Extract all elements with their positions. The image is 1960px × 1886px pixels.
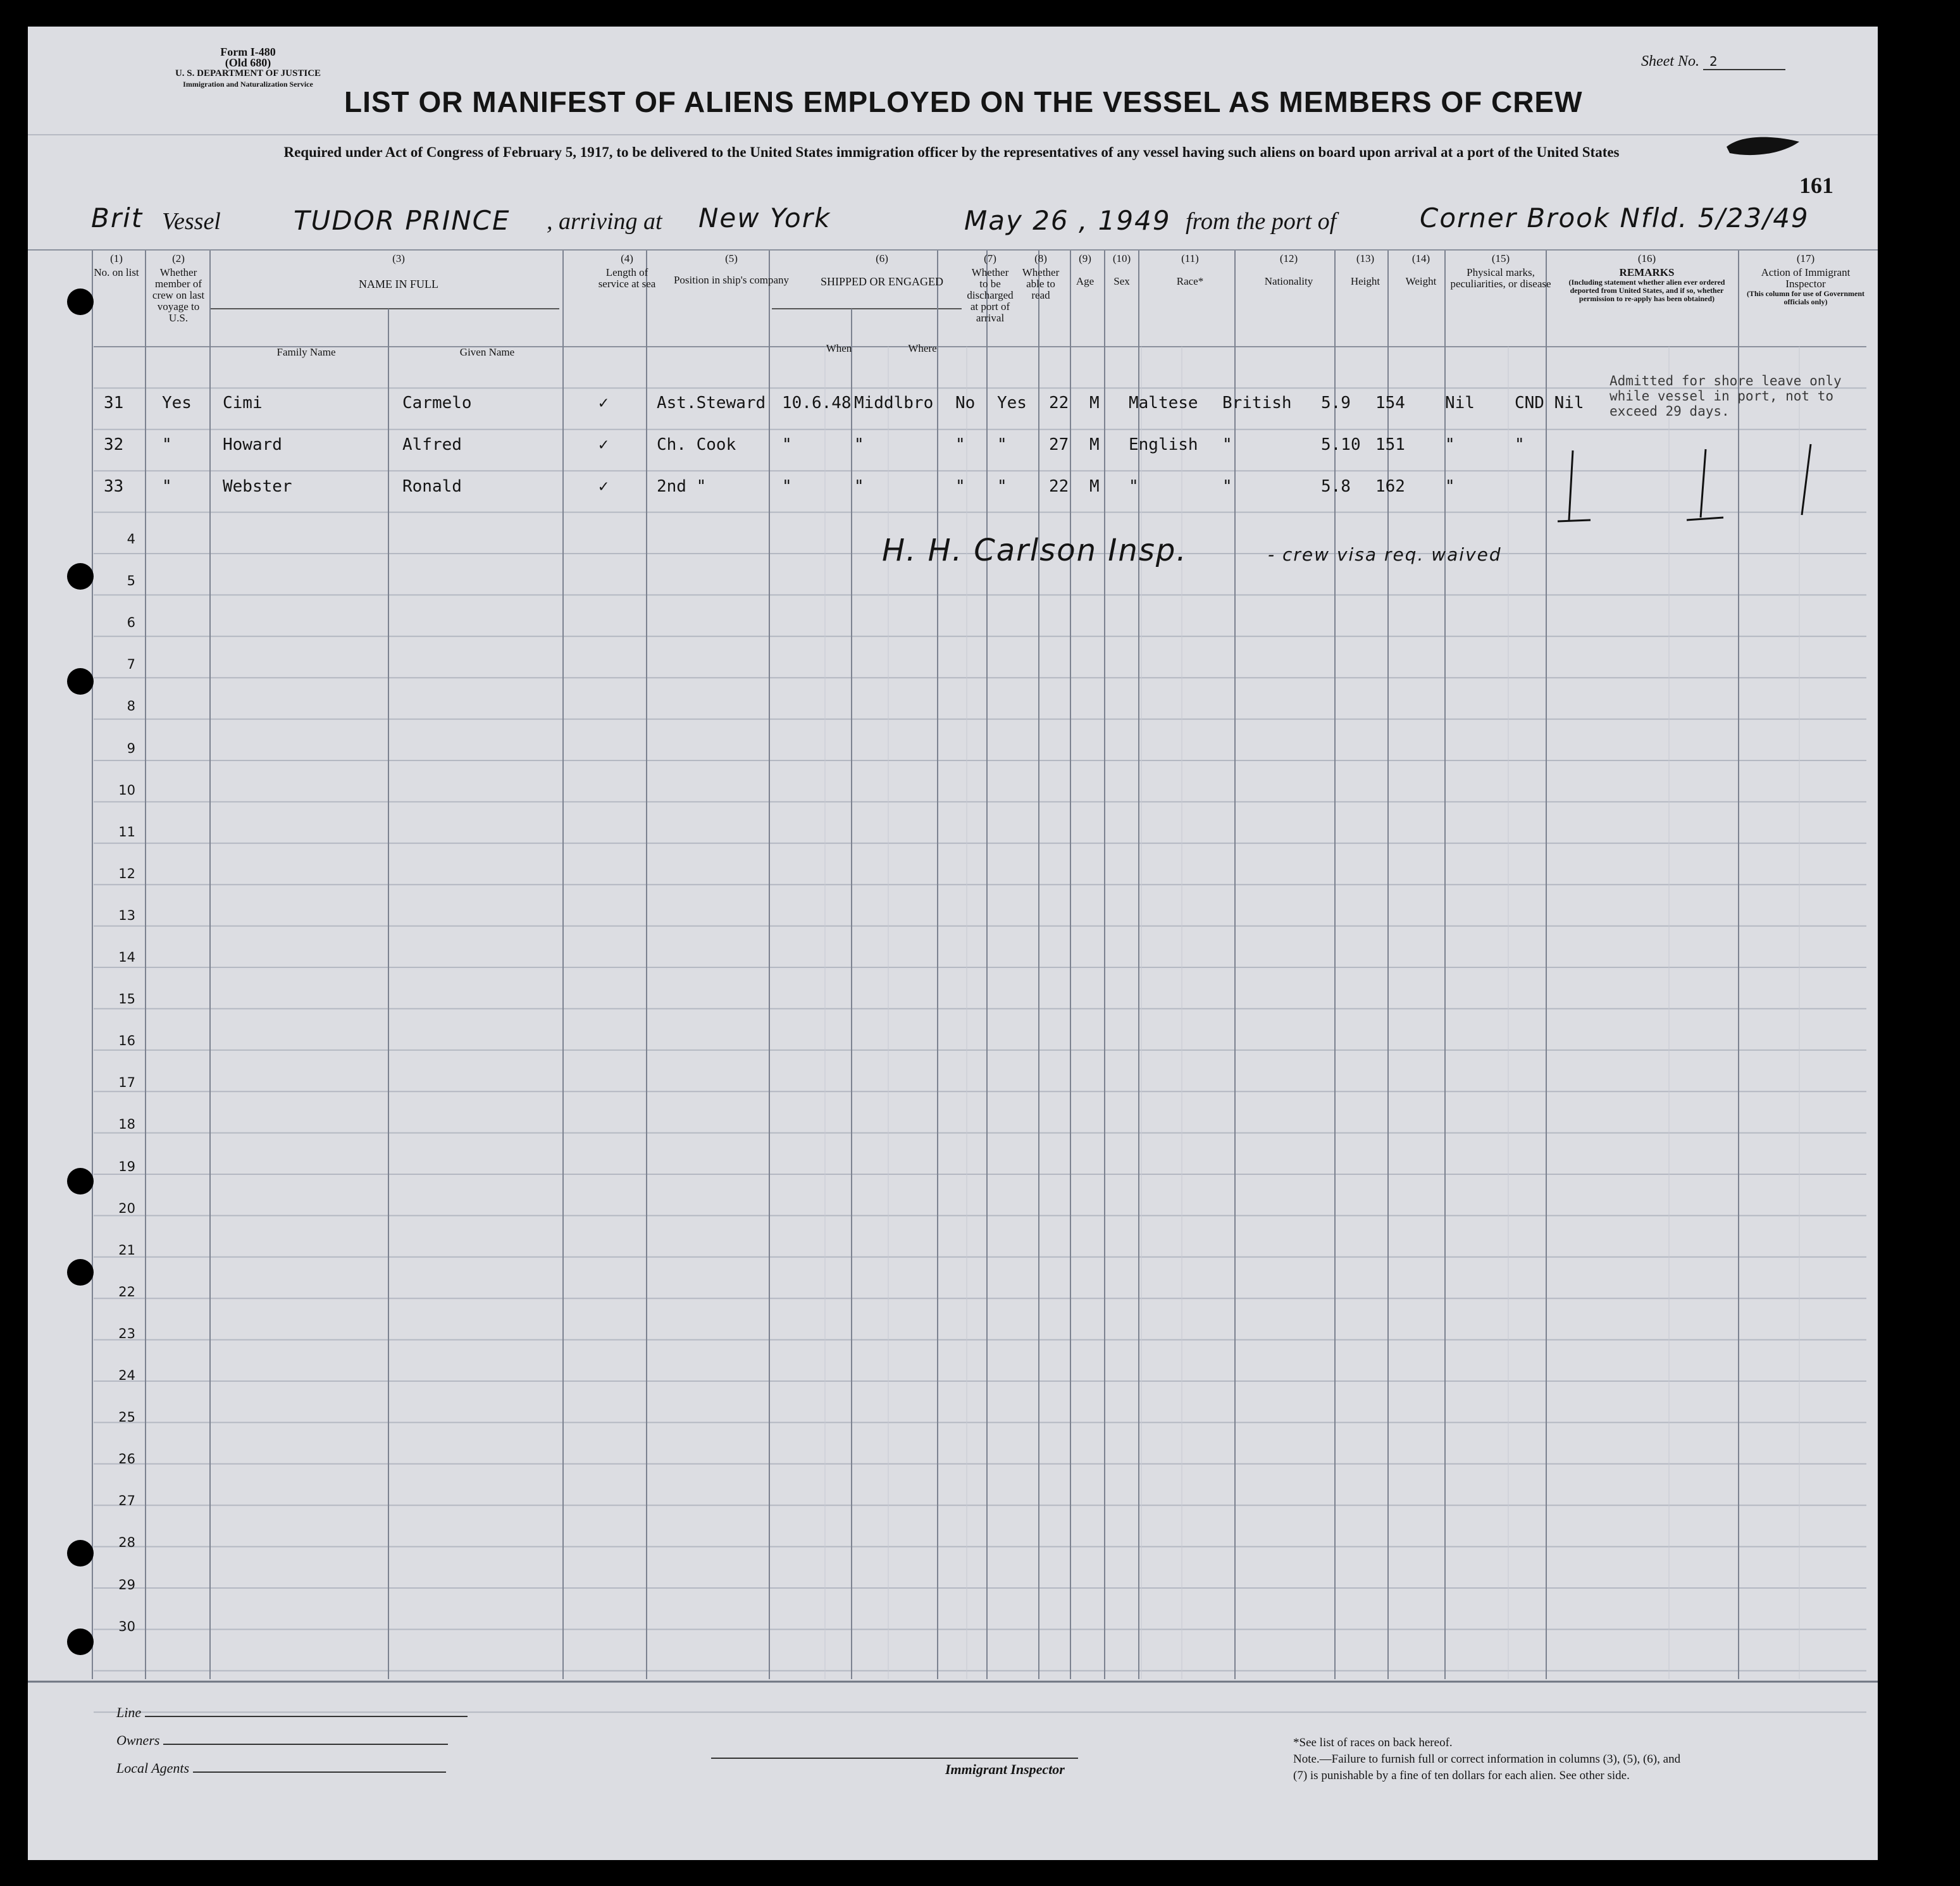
given-name-cell: Carmelo [402,394,472,413]
height-cell: 5.8 [1321,477,1351,496]
row-number: 33 [104,477,124,496]
height-cell: 5.9 [1321,394,1351,413]
service-length-cell: ✓ [599,435,609,454]
shipped-when-cell: " [782,477,792,496]
vessel-name: TUDOR PRINCE [294,205,511,236]
punch-hole [67,1168,94,1194]
physical-marks-cell: Nil [1445,394,1475,413]
inspector-note: - crew visa req. waived [1268,544,1502,565]
manifest-sheet [28,27,1878,1860]
column-header-7: (7) Whether to be discharged at port of arrival [967,252,1014,324]
row-number: 4 [127,531,135,547]
column-header-15: (15) Physical marks, peculiarities, or disease [1450,252,1551,290]
column-header-11: (11) Race* [1176,252,1204,287]
nationality-cell: " [1222,435,1232,454]
line-label: Line [116,1704,468,1721]
discharged-cell: " [955,477,965,496]
row-number: 10 [118,782,135,798]
service-length-cell: ✓ [599,477,609,496]
shore-leave-stamp: Admitted for shore leave only while vessel in port, not to exceed 29 days. [1610,373,1842,419]
column-header-2: (2) Whether member of crew on last voyage to U.S. [152,252,205,324]
column-subheader-given-name: Given Name [459,346,515,358]
physical-marks-cell: " [1445,477,1455,496]
age-cell: 22 [1049,394,1069,413]
column-header-14: (14) Weight [1405,252,1437,287]
race-cell: Maltese [1129,394,1198,413]
row-number: 19 [118,1158,135,1174]
column-header-5: (5) Position in ship's company [673,252,790,286]
row-number: 16 [118,1033,135,1049]
column-header-3: (3) NAME IN FULL [359,252,438,290]
requirement-text: Required under Act of Congress of February 5, 1917, to be delivered to the United States immigration officer by the representatives of any vessel having such aliens on board upon arrival at a port of the United States [283,144,1620,160]
sex-cell: M [1089,394,1100,413]
vessel-label: Vessel [162,208,221,235]
discharged-cell: " [955,435,965,454]
row-number: 12 [118,865,135,881]
given-name-cell: Ronald [402,477,462,496]
nationality-cell: British [1222,394,1292,413]
weight-cell: 154 [1375,394,1405,413]
row-number: 27 [118,1493,135,1509]
page-number: 161 [1799,173,1833,198]
position-cell: Ast.Steward [657,394,766,413]
column-header-9: (9) Age [1076,252,1095,287]
able-to-read-cell: Yes [997,394,1027,413]
row-number: 5 [127,573,135,589]
row-number: 13 [118,907,135,923]
row-number: 15 [118,991,135,1007]
punch-hole [67,1629,94,1655]
row-number: 28 [118,1535,135,1551]
row-number: 20 [118,1200,135,1216]
remarks-cell: " [1515,435,1525,454]
able-to-read-cell: " [997,477,1007,496]
service-name: Immigration and Naturalization Service [183,80,313,89]
owners-label: Owners [116,1732,448,1749]
column-header-8: (8) Whether able to read [1022,252,1060,301]
row-number: 25 [118,1410,135,1425]
height-cell: 5.10 [1321,435,1361,454]
row-number: 31 [104,394,124,413]
department-name: U. S. DEPARTMENT OF JUSTICE [175,68,321,78]
family-name-cell: Cimi [223,394,263,413]
last-voyage-cell: Yes [162,394,192,413]
row-number: 26 [118,1451,135,1467]
row-number: 7 [127,657,135,673]
races-footnote: *See list of races on back hereof. [1293,1736,1453,1749]
shipped-when-cell: " [782,435,792,454]
age-cell: 27 [1049,435,1069,454]
column-header-10: (10) Sex [1112,252,1131,287]
arrival-date: May 26 , 1949 [964,205,1171,236]
punch-hole [67,1259,94,1286]
sheet-number-value: 2 [1703,54,1785,70]
row-number: 18 [118,1117,135,1132]
row-number: 9 [127,740,135,756]
row-number: 21 [118,1242,135,1258]
family-name-cell: Howard [223,435,282,454]
inspector-signature: H. H. Carlson Insp. [882,533,1188,568]
shipped-where-cell: " [854,435,864,454]
column-header-1: (1) No. on list [94,252,139,278]
punch-hole [67,668,94,695]
inspector-label: Immigrant Inspector [945,1761,1065,1777]
column-header-13: (13) Height [1350,252,1380,287]
row-number: 32 [104,435,124,454]
weight-cell: 151 [1375,435,1405,454]
column-header-17: (17) Action of Immigrant Inspector (This column for use of Government officials only) [1746,252,1865,306]
punch-hole [67,288,94,315]
sex-cell: M [1089,435,1100,454]
column-subheader-family-name: Family Name [276,346,336,358]
row-number: 17 [118,1075,135,1091]
inspector-marks [1546,431,1850,533]
arriving-label: , arriving at [547,208,662,235]
row-number: 22 [118,1284,135,1300]
race-cell: English [1129,435,1198,454]
row-number: 24 [118,1368,135,1383]
sheet-number-label: Sheet No. [1641,53,1699,70]
column-header-16: (16) REMARKS (Including statement whether alien ever ordered deported from United States, and if so, whether permission to re-apply has been obtained) [1568,252,1725,303]
age-cell: 22 [1049,477,1069,496]
inspector-signature-line [711,1758,1078,1759]
column-header-4: (4) Length of service at sea [598,252,656,290]
from-port-label: from the port of [1186,208,1337,235]
shipped-where-cell: Middlbro [854,394,934,413]
form-old-number: (Old 680) [225,56,271,69]
family-name-cell: Webster [223,477,292,496]
row-number: 29 [118,1577,135,1592]
column-header-6: (6) SHIPPED OR ENGAGED [820,252,943,288]
row-number: 30 [118,1618,135,1634]
last-voyage-cell: " [162,435,172,454]
row-number: 8 [127,698,135,714]
column-subheader-where: Where [908,342,937,354]
punch-hole [67,1540,94,1566]
arrival-port: New York [698,202,831,233]
form-number: Form I-480 [220,46,276,58]
given-name-cell: Alfred [402,435,462,454]
row-number: 23 [118,1325,135,1341]
physical-marks-cell: " [1445,435,1455,454]
shipped-where-cell: " [854,477,864,496]
nationality-cell: " [1222,477,1232,496]
sex-cell: M [1089,477,1100,496]
row-number: 11 [118,824,135,840]
column-subheader-when: When [826,342,852,354]
shipped-when-cell: 10.6.48 [782,394,852,413]
able-to-read-cell: " [997,435,1007,454]
last-voyage-cell: " [162,477,172,496]
service-length-cell: ✓ [599,394,609,413]
race-cell: " [1129,477,1139,496]
remarks-cell: CND Nil [1515,394,1584,413]
departure-port: Corner Brook Nfld. 5/23/49 [1420,202,1809,233]
weight-cell: 162 [1375,477,1405,496]
row-number: 6 [127,615,135,631]
position-cell: 2nd " [657,477,707,496]
punch-hole [67,563,94,590]
local-agents-label: Local Agents [116,1760,446,1777]
position-cell: Ch. Cook [657,435,736,454]
row-number: 14 [118,950,135,965]
page-title: LIST OR MANIFEST OF ALIENS EMPLOYED ON THE VESSEL AS MEMBERS OF CREW [344,85,1583,118]
vessel-flag: Brit [91,202,144,233]
column-header-12: (12) Nationality [1264,252,1313,287]
failure-footnote: Note.—Failure to furnish full or correct information in columns (3), (5), (6), and (7) is punishable by a fine of ten dollars for each alien. See other side. [1293,1753,1681,1782]
discharged-cell: No [955,394,976,413]
